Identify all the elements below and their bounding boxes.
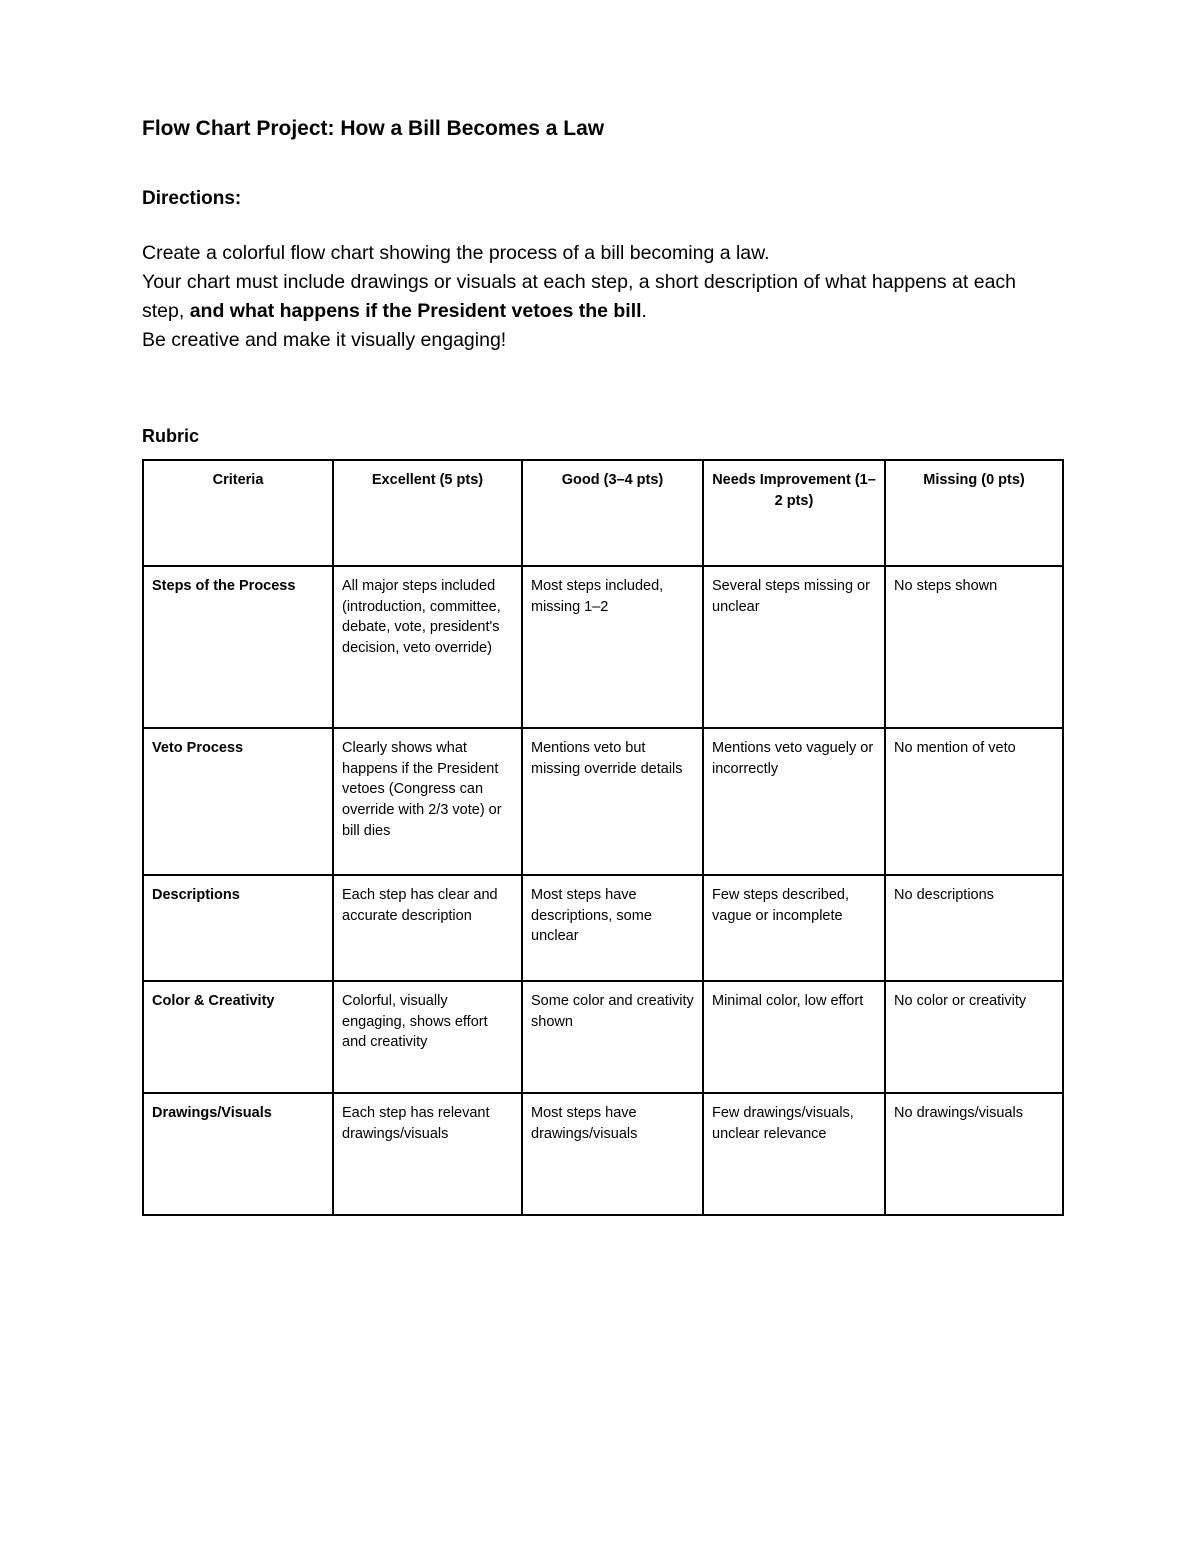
good-cell: Most steps have drawings/visuals (522, 1093, 703, 1215)
header-criteria: Criteria (143, 460, 333, 566)
criteria-cell: Color & Creativity (143, 981, 333, 1093)
header-good: Good (3–4 pts) (522, 460, 703, 566)
criteria-cell: Steps of the Process (143, 566, 333, 728)
criteria-cell: Descriptions (143, 875, 333, 981)
document-title: Flow Chart Project: How a Bill Becomes a Law (142, 117, 605, 140)
needs-improvement-cell: Mentions veto vaguely or incorrectly (703, 728, 885, 875)
missing-cell: No steps shown (885, 566, 1063, 728)
criteria-cell: Drawings/Visuals (143, 1093, 333, 1215)
header-needs-improvement: Needs Improvement (1–2 pts) (703, 460, 885, 566)
directions-veto-emphasis: and what happens if the President vetoes the bill (189, 300, 642, 322)
table-row (143, 566, 1063, 728)
table-row (143, 981, 1063, 1093)
excellent-cell: Clearly shows what happens if the President vetoes (Congress can override with 2/3 vote) or bill dies (333, 728, 522, 875)
missing-cell: No mention of veto (885, 728, 1063, 875)
directions-line-2-text: Your chart must include drawings or visuals at each step, a short description of what happens at each step, (142, 271, 1017, 322)
excellent-cell: Colorful, visually engaging, shows effort and creativity (333, 981, 522, 1093)
needs-improvement-cell: Minimal color, low effort (703, 981, 885, 1093)
missing-cell: No color or creativity (885, 981, 1063, 1093)
directions-line-1: Create a colorful flow chart showing the process of a bill becoming a law. (142, 242, 770, 264)
directions-line-2 (142, 268, 1052, 326)
good-cell: Most steps have descriptions, some unclear (522, 875, 703, 981)
table-row (143, 1093, 1063, 1215)
good-cell: Mentions veto but missing override details (522, 728, 703, 875)
missing-cell: No descriptions (885, 875, 1063, 981)
good-cell: Some color and creativity shown (522, 981, 703, 1093)
criteria-cell: Veto Process (143, 728, 333, 875)
table-row (143, 728, 1063, 875)
needs-improvement-cell: Few steps described, vague or incomplete (703, 875, 885, 981)
rubric-header-row (143, 460, 1063, 566)
header-excellent: Excellent (5 pts) (333, 460, 522, 566)
needs-improvement-cell: Few drawings/visuals, unclear relevance (703, 1093, 885, 1215)
excellent-cell: Each step has clear and accurate description (333, 875, 522, 981)
directions-line-2-end: . (641, 300, 647, 322)
table-row (143, 875, 1063, 981)
rubric-heading: Rubric (142, 426, 200, 446)
header-missing: Missing (0 pts) (885, 460, 1063, 566)
missing-cell: No drawings/visuals (885, 1093, 1063, 1215)
directions-heading: Directions: (142, 188, 242, 209)
excellent-cell: Each step has relevant drawings/visuals (333, 1093, 522, 1215)
needs-improvement-cell: Several steps missing or unclear (703, 566, 885, 728)
directions-text (142, 239, 1052, 355)
rubric-table (142, 459, 1064, 1216)
good-cell: Most steps included, missing 1–2 (522, 566, 703, 728)
excellent-cell: All major steps included (introduction, committee, debate, vote, president's decision, veto override) (333, 566, 522, 728)
directions-line-3: Be creative and make it visually engaging! (142, 329, 507, 351)
